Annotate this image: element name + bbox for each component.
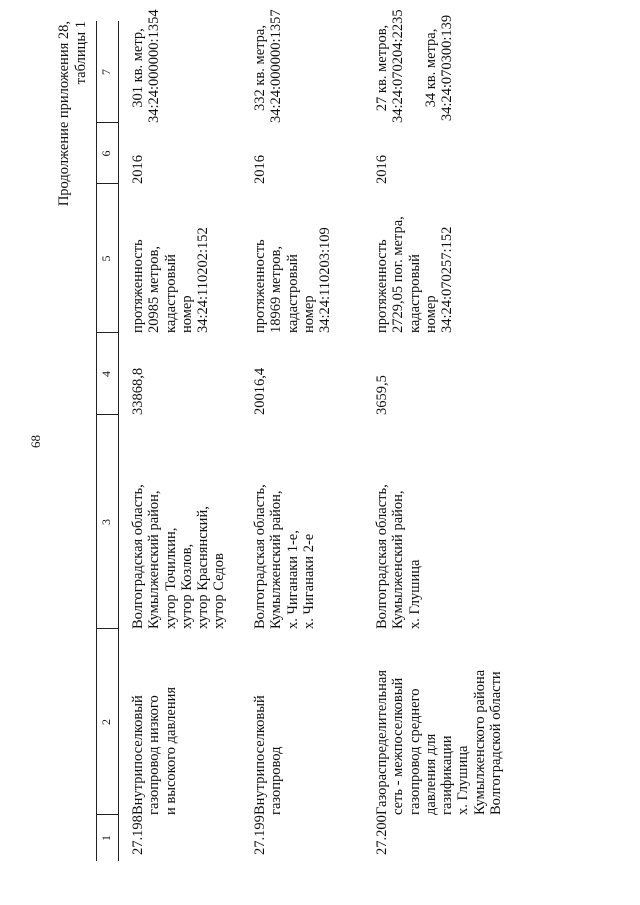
- object-description: протяженность 18969 метров, кадастровый номер 34:24:110203:109: [252, 227, 334, 333]
- caption-line-1: Продолжение приложения 28,: [56, 21, 72, 207]
- object-name: Внутрипоселковый газопровод низкого и высокого давления: [130, 686, 179, 815]
- object-value: 3659,5: [374, 375, 390, 415]
- header-col-6: 6: [99, 150, 113, 157]
- caption-line-2: таблицы 1: [73, 21, 89, 85]
- header-col-4: 4: [99, 371, 113, 377]
- header-col-5: 5: [99, 255, 113, 262]
- object-year: 2016: [130, 155, 146, 184]
- object-year: 2016: [374, 155, 390, 184]
- row-number: 27.199: [252, 815, 268, 855]
- table-header: [96, 21, 118, 861]
- header-col-2: 2: [99, 719, 113, 725]
- row-number: 27.198: [130, 815, 146, 855]
- table-caption: [56, 21, 90, 206]
- object-year: 2016: [252, 155, 268, 184]
- object-name: Газораспределительная сеть - межпоселковый газопровод среднего давления для газификации х. Глушица Кумылженского района Волгоградской области: [374, 669, 505, 815]
- header-bottom-rule: [118, 21, 119, 861]
- object-land-info: 301 кв. метр, 34:24:000000:1354: [130, 9, 163, 123]
- header-col-1: 1: [99, 835, 113, 841]
- header-col-7: 7: [99, 69, 113, 75]
- header-col-3: 3: [99, 519, 113, 525]
- object-description: протяженность 2729,05 пог. метра, кадастровый номер 34:24:070257:152: [374, 216, 456, 333]
- row-number: 27.200: [374, 815, 390, 855]
- object-land-info: 27 кв. метров, 34:24:070204:2235 34 кв. метра, 34:24:070300:139: [374, 9, 456, 123]
- object-value: 20016,4: [252, 367, 268, 415]
- object-value: 33868,8: [130, 367, 146, 415]
- page-number: 68: [28, 435, 43, 448]
- object-location: Волгоградская область, Кумылженский район, х. Глушица: [374, 484, 423, 629]
- object-description: протяженность 20985 метров, кадастровый номер 34:24:110202:152: [130, 227, 212, 333]
- rotated-table-block: [56, 9, 576, 861]
- object-name: Внутрипоселковый газопровод: [252, 695, 285, 815]
- object-location: Волгоградская область, Кумылженский район, хутор Точилкин, хутор Козлов, хутор Краснянский, хутор Седов: [130, 484, 228, 629]
- object-land-info: 332 кв. метра, 34:24:000000:1357: [252, 9, 285, 123]
- object-location: Волгоградская область, Кумылженский район, х. Чиганаки 1-е, х. Чиганаки 2-е: [252, 484, 317, 629]
